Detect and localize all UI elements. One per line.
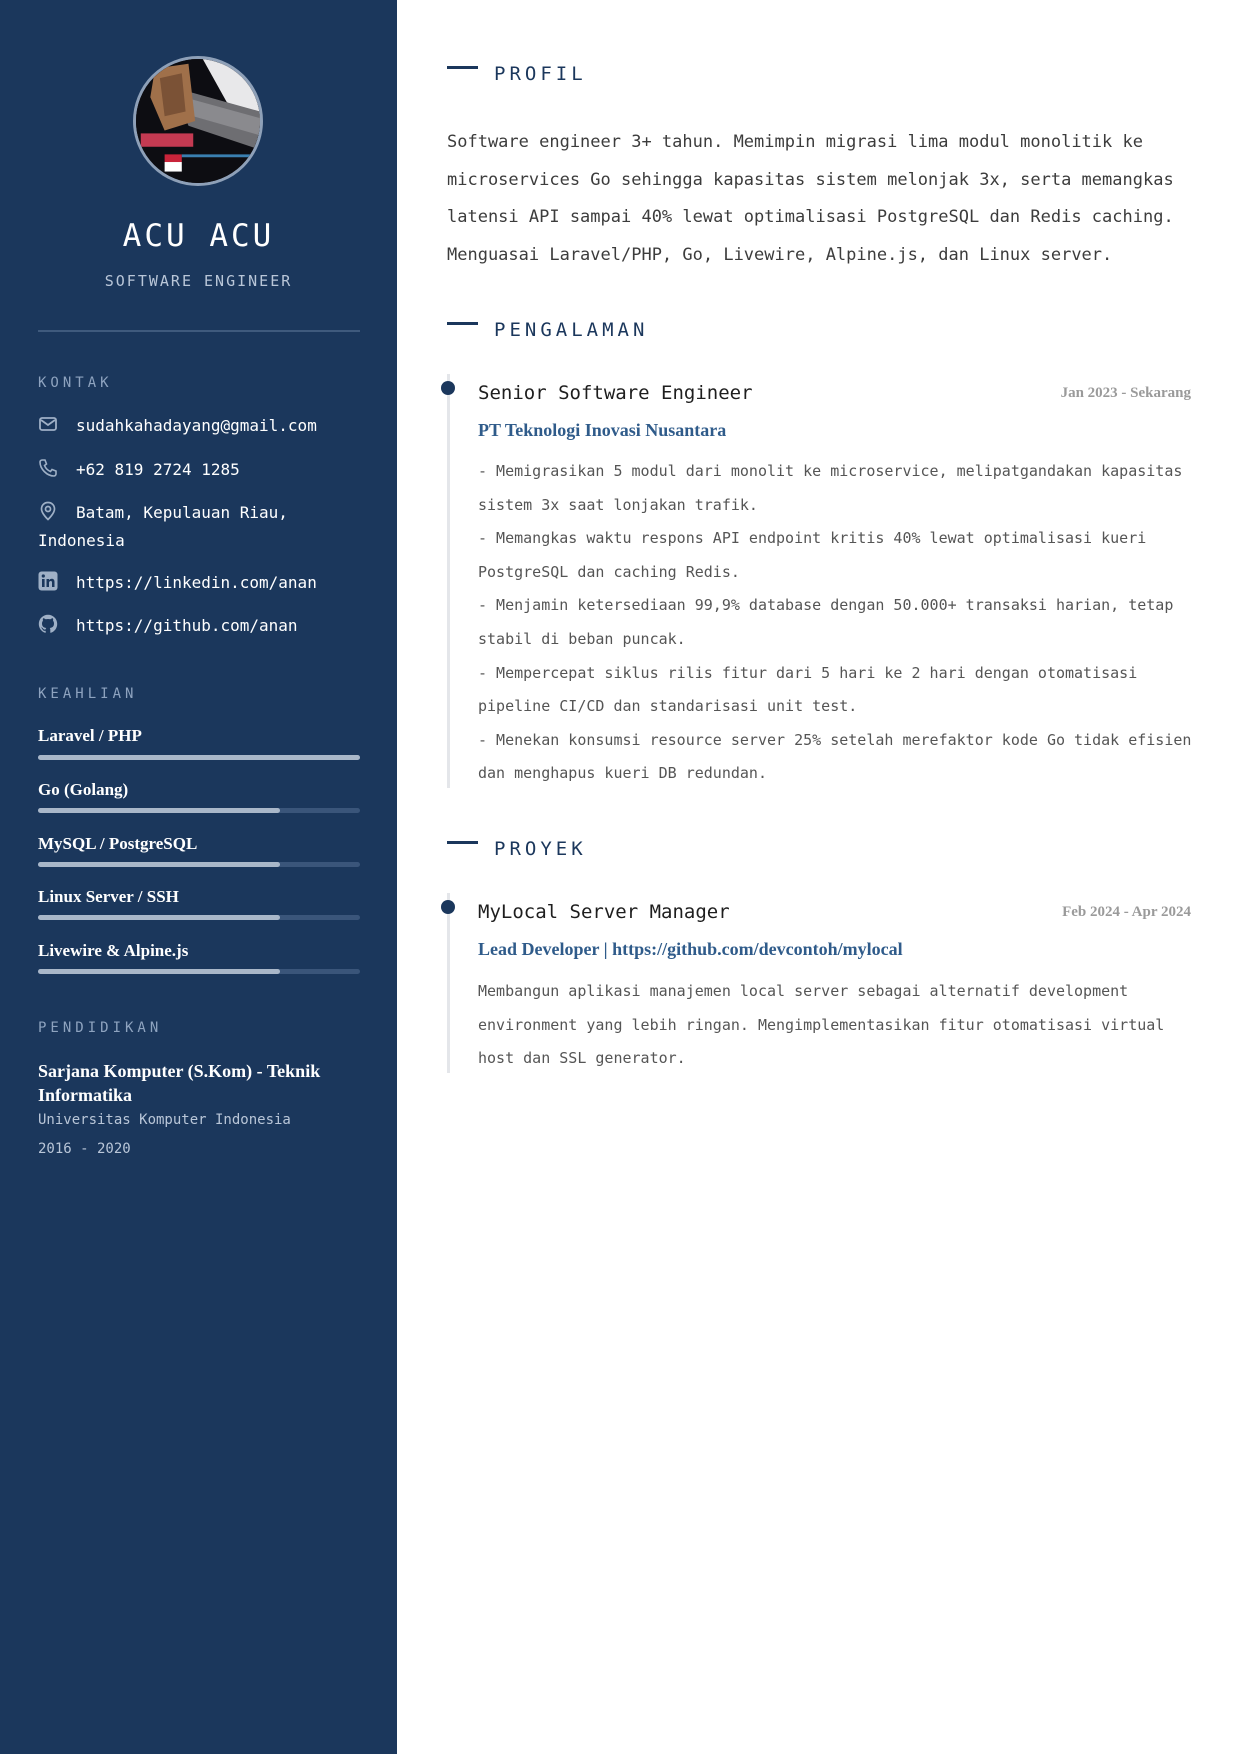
skill-bar-fill xyxy=(38,808,280,813)
contact-github-text: https://github.com/anan xyxy=(76,616,298,635)
profile-summary: Software engineer 3+ tahun. Memimpin migrasi lima modul monolitik ke microservices Go sehingga kapasitas sistem melonjak 3x, serta memangkas latensi API sampai 40% lewat optimalisasi PostgreSQL dan Redis caching. Menguasai Laravel/PHP, Go, Livewire, Alpine.js, dan Linux server. xyxy=(447,132,1174,265)
section-marker xyxy=(447,66,478,69)
contact-email-text: sudahkahadayang@gmail.com xyxy=(76,416,317,435)
projects-heading: PROYEK xyxy=(494,838,587,860)
avatar-photo-icon xyxy=(136,59,260,183)
experience-bullets xyxy=(478,455,1193,791)
experience-heading: PENGALAMAN xyxy=(494,319,649,341)
skill-bar-fill xyxy=(38,862,280,867)
experience-company: PT Teknologi Inovasi Nusantara xyxy=(478,420,727,440)
skill-bar xyxy=(38,915,360,920)
education-degree: Sarjana Komputer (S.Kom) - Teknik Informatika xyxy=(38,1061,321,1105)
skill-label: Go (Golang) xyxy=(38,780,129,799)
experience-bullet: - Menekan konsumsi resource server 25% setelah merefaktor kode Go tidak efisien dan menghapus kueri DB redundan. xyxy=(478,730,1192,783)
project-title: MyLocal Server Manager xyxy=(478,901,730,923)
skill-bar-fill xyxy=(38,755,360,760)
candidate-name: ACU ACU xyxy=(122,218,275,254)
experience-bullet: - Mempercepat siklus rilis fitur dari 5 hari ke 2 hari dengan otomatisasi pipeline CI/CD dan standarisasi unit test. xyxy=(478,663,1138,716)
experience-timeline xyxy=(447,374,450,788)
project-date: Feb 2024 - Apr 2024 xyxy=(1062,904,1191,920)
projects-timeline xyxy=(447,893,450,1073)
contact-location xyxy=(38,499,360,555)
experience-bullet: - Memigrasikan 5 modul dari monolit ke microservice, melipatgandakan kapasitas sistem 3x saat lonjakan trafik. xyxy=(478,462,1183,514)
timeline-dot xyxy=(441,900,455,914)
avatar xyxy=(133,56,263,186)
mail-icon xyxy=(38,414,58,434)
phone-icon xyxy=(38,458,58,478)
skills-heading: KEAHLIAN xyxy=(38,686,138,702)
skill-label: Laravel / PHP xyxy=(38,726,142,745)
contact-phone[interactable] xyxy=(38,456,360,484)
timeline-dot xyxy=(441,381,455,395)
skill-bar-fill xyxy=(38,915,280,920)
section-marker xyxy=(447,841,478,844)
skill-bar xyxy=(38,969,360,974)
experience-title: Senior Software Engineer xyxy=(478,382,753,404)
github-icon xyxy=(38,614,58,634)
project-description: Membangun aplikasi manajemen local server sebagai alternatif development environment yang lebih ringan. Mengimplementasikan fitur otomatisasi virtual host dan SSL generator. xyxy=(478,982,1165,1068)
profile-heading: PROFIL xyxy=(494,63,587,85)
contact-linkedin[interactable] xyxy=(38,569,360,597)
candidate-role: SOFTWARE ENGINEER xyxy=(104,272,293,290)
skill-bar xyxy=(38,808,360,813)
skill-label: Livewire & Alpine.js xyxy=(38,941,189,960)
section-marker xyxy=(447,322,478,325)
skill-bar xyxy=(38,862,360,867)
skill-label: Linux Server / SSH xyxy=(38,887,179,906)
experience-bullet: - Memangkas waktu respons API endpoint kritis 40% lewat optimalisasi kueri PostgreSQL dan caching Redis. xyxy=(478,529,1147,581)
contact-heading: KONTAK xyxy=(38,375,113,391)
experience-date: Jan 2023 - Sekarang xyxy=(1060,385,1191,401)
project-role-link[interactable]: Lead Developer | https://github.com/devcontoh/mylocal xyxy=(478,939,903,959)
education-heading: PENDIDIKAN xyxy=(38,1020,163,1036)
skill-bar-fill xyxy=(38,969,280,974)
experience-bullet: - Menjamin ketersediaan 99,9% database dengan 50.000+ transaksi harian, tetap stabil di beban puncak. xyxy=(478,596,1174,648)
location-icon xyxy=(38,501,58,521)
skill-label: MySQL / PostgreSQL xyxy=(38,834,198,853)
contact-email[interactable] xyxy=(38,412,360,440)
contact-linkedin-text: https://linkedin.com/anan xyxy=(76,573,317,592)
education-school: Universitas Komputer Indonesia xyxy=(38,1112,291,1128)
contact-github[interactable] xyxy=(38,612,360,640)
skill-bar xyxy=(38,755,360,760)
contact-phone-text: +62 819 2724 1285 xyxy=(76,460,240,479)
contact-location-text: Batam, Kepulauan Riau, Indonesia xyxy=(38,503,288,550)
linkedin-icon xyxy=(38,571,58,591)
sidebar-divider xyxy=(38,330,360,332)
education-years: 2016 - 2020 xyxy=(38,1141,131,1157)
sidebar xyxy=(0,0,397,1754)
